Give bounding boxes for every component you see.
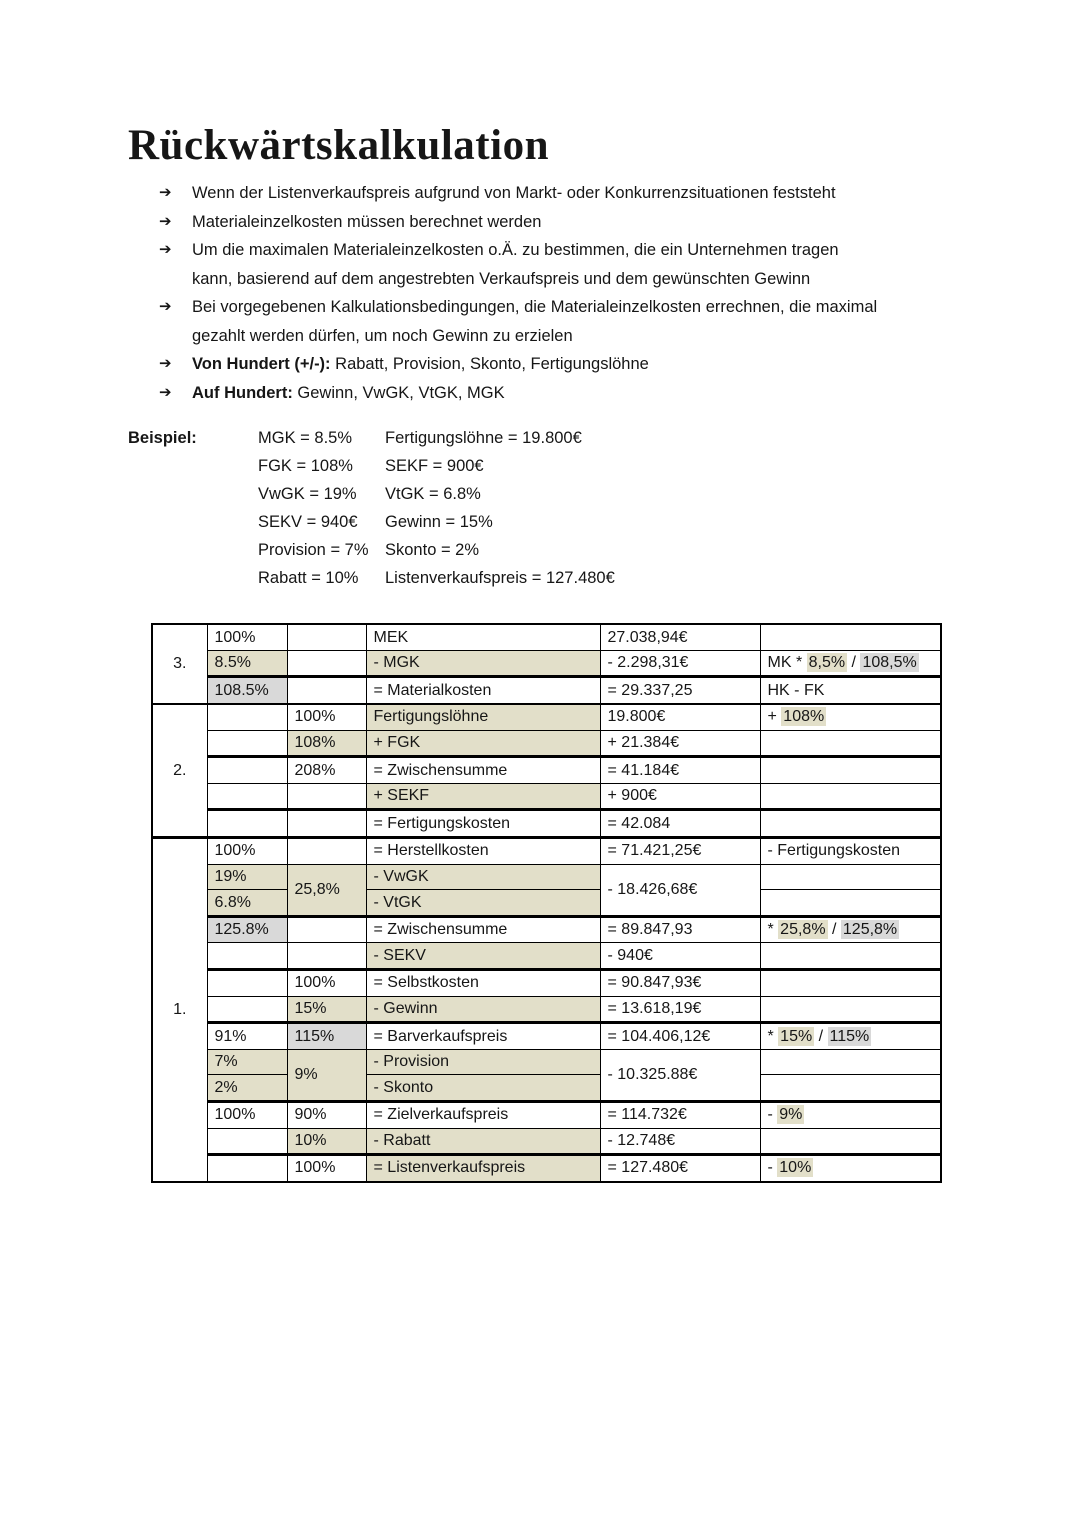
- note-segment: *: [767, 1027, 779, 1045]
- table-row: [152, 943, 941, 970]
- beispiel-value-right: VtGK = 6.8%: [385, 485, 481, 504]
- value-cell: - 10.325.88€: [600, 1049, 760, 1101]
- section-number-cell: 3.: [152, 624, 207, 704]
- percent-a-cell: 108.5%: [207, 677, 287, 704]
- bullet-text: Von Hundert (+/-): Rabatt, Provision, Skonto, Fertigungslöhne: [192, 355, 649, 374]
- label-cell: MEK: [366, 624, 600, 650]
- percent-a-cell: 100%: [207, 838, 287, 865]
- percent-b-cell: 208%: [287, 757, 366, 784]
- percent-a-cell: 125.8%: [207, 916, 287, 943]
- beispiel-value-right: Listenverkaufspreis = 127.480€: [385, 569, 615, 588]
- percent-b-cell: [287, 677, 366, 704]
- percent-b-cell: [287, 943, 366, 970]
- bullet-text: Wenn der Listenverkaufspreis aufgrund von Markt- oder Konkurrenzsituationen feststeht: [192, 184, 836, 203]
- table-row: [152, 757, 941, 784]
- label-cell: - MGK: [366, 650, 600, 677]
- beispiel-value-right: Skonto = 2%: [385, 541, 480, 560]
- table-row: [152, 970, 941, 997]
- percent-b-cell: 108%: [287, 730, 366, 757]
- note-cell: HK - FK: [760, 677, 941, 704]
- label-cell: = Selbstkosten: [366, 970, 600, 997]
- beispiel-value-left: FGK = 108%: [258, 457, 353, 476]
- note-segment: 108,5%: [862, 654, 917, 672]
- label-cell: + SEKF: [366, 783, 600, 810]
- percent-b-cell: [287, 838, 366, 865]
- percent-b-cell: [287, 916, 366, 943]
- arrow-icon: ➔: [159, 241, 172, 259]
- value-cell: 27.038,94€: [600, 624, 760, 650]
- note-segment: MK *: [767, 654, 807, 672]
- label-cell: = Materialkosten: [366, 677, 600, 704]
- note-segment: /: [847, 654, 861, 672]
- table-row: [152, 1075, 941, 1102]
- percent-a-cell: 6.8%: [207, 890, 287, 917]
- note-cell: [760, 624, 941, 650]
- table-row: [152, 864, 941, 890]
- note-cell: [760, 890, 941, 917]
- bullet-text: Um die maximalen Materialeinzelkosten o.Ä. zu bestimmen, die ein Unternehmen tragen kann, basierend auf dem angestrebten Verkaufspreis und dem gewünschten Gewinn: [192, 241, 839, 288]
- beispiel-row: [258, 480, 1080, 508]
- value-cell: = 29.337,25: [600, 677, 760, 704]
- percent-b-cell: 10%: [287, 1128, 366, 1155]
- bullet-item: [159, 236, 959, 293]
- arrow-icon: ➔: [159, 184, 172, 202]
- table-row: [152, 1155, 941, 1182]
- label-cell: - Skonto: [366, 1075, 600, 1102]
- calc-table-body: [152, 624, 941, 1181]
- percent-b-cell: [287, 650, 366, 677]
- label-cell: = Herstellkosten: [366, 838, 600, 865]
- table-row: [152, 677, 941, 704]
- note-cell: [760, 916, 941, 943]
- label-cell: - SEKV: [366, 943, 600, 970]
- arrow-icon: ➔: [159, 212, 172, 230]
- percent-a-cell: [207, 783, 287, 810]
- note-segment: 9%: [779, 1106, 803, 1124]
- note-cell: [760, 1101, 941, 1128]
- note-cell: [760, 704, 941, 730]
- note-segment: -: [767, 1106, 778, 1124]
- label-cell: Fertigungslöhne: [366, 704, 600, 730]
- label-cell: = Barverkaufspreis: [366, 1023, 600, 1050]
- value-cell: = 13.618,19€: [600, 996, 760, 1023]
- note-segment: 8,5%: [808, 654, 846, 672]
- percent-b-cell: 100%: [287, 1155, 366, 1182]
- bullet-item: [159, 379, 959, 408]
- beispiel-block: [128, 424, 1080, 592]
- value-cell: = 41.184€: [600, 757, 760, 784]
- note-cell: [760, 783, 941, 810]
- percent-a-cell: [207, 996, 287, 1023]
- note-cell: [760, 757, 941, 784]
- beispiel-value-left: SEKV = 940€: [258, 513, 358, 532]
- percent-a-cell: [207, 943, 287, 970]
- beispiel-row: [258, 452, 1080, 480]
- table-row: [152, 916, 941, 943]
- beispiel-label: Beispiel:: [128, 429, 197, 448]
- label-cell: + FGK: [366, 730, 600, 757]
- label-cell: = Listenverkaufspreis: [366, 1155, 600, 1182]
- label-cell: = Zielverkaufspreis: [366, 1101, 600, 1128]
- note-cell: [760, 1049, 941, 1075]
- percent-a-cell: 2%: [207, 1075, 287, 1102]
- table-row: [152, 624, 941, 650]
- beispiel-row: [258, 508, 1080, 536]
- beispiel-value-left: Rabatt = 10%: [258, 569, 359, 588]
- value-cell: + 900€: [600, 783, 760, 810]
- beispiel-row: [258, 564, 1080, 592]
- note-cell: [760, 943, 941, 970]
- table-row: [152, 890, 941, 917]
- percent-a-cell: 19%: [207, 864, 287, 890]
- note-cell: [760, 650, 941, 677]
- value-cell: = 42.084: [600, 810, 760, 838]
- note-cell: [760, 864, 941, 890]
- value-cell: = 104.406,12€: [600, 1023, 760, 1050]
- note-segment: 25,8%: [780, 921, 826, 939]
- bullet-item: [159, 179, 959, 208]
- arrow-icon: ➔: [159, 383, 172, 401]
- percent-a-cell: [207, 970, 287, 997]
- note-cell: [760, 1128, 941, 1155]
- percent-a-cell: [207, 757, 287, 784]
- note-cell: - Fertigungskosten: [760, 838, 941, 865]
- percent-b-cell: [287, 783, 366, 810]
- page-title: Rückwärtskalkulation: [128, 122, 549, 169]
- percent-b-cell: [287, 810, 366, 838]
- arrow-icon: ➔: [159, 298, 172, 316]
- percent-a-cell: [207, 1155, 287, 1182]
- percent-a-cell: [207, 704, 287, 730]
- percent-b-cell: 115%: [287, 1023, 366, 1050]
- table-row: [152, 1049, 941, 1075]
- table-row: [152, 838, 941, 865]
- bullet-text: Bei vorgegebenen Kalkulationsbedingungen, die Materialeinzelkosten errechnen, die maximal gezahlt werden dürfen, um noch Gewinn zu erzielen: [192, 298, 878, 345]
- percent-b-cell: 15%: [287, 996, 366, 1023]
- note-cell: [760, 730, 941, 757]
- note-segment: 15%: [780, 1027, 813, 1045]
- table-row: [152, 1128, 941, 1155]
- note-segment: 115%: [829, 1027, 870, 1045]
- calc-table-wrap: [151, 623, 1080, 1182]
- beispiel-rows: [258, 424, 1080, 592]
- beispiel-value-left: Provision = 7%: [258, 541, 369, 560]
- beispiel-value-right: Fertigungslöhne = 19.800€: [385, 429, 582, 448]
- percent-a-cell: 7%: [207, 1049, 287, 1075]
- value-cell: - 18.426,68€: [600, 864, 760, 916]
- bullet-item: [159, 293, 959, 350]
- table-row: [152, 650, 941, 677]
- percent-b-cell: 25,8%: [287, 864, 366, 916]
- percent-a-cell: 91%: [207, 1023, 287, 1050]
- note-cell: [760, 1023, 941, 1050]
- percent-a-cell: 8.5%: [207, 650, 287, 677]
- label-cell: - Gewinn: [366, 996, 600, 1023]
- note-segment: +: [767, 708, 782, 726]
- value-cell: 19.800€: [600, 704, 760, 730]
- table-row: [152, 810, 941, 838]
- note-cell: [760, 810, 941, 838]
- beispiel-value-right: SEKF = 900€: [385, 457, 484, 476]
- note-segment: *: [767, 921, 779, 939]
- note-cell: [760, 1075, 941, 1102]
- note-segment: 10%: [779, 1159, 812, 1177]
- table-row: [152, 704, 941, 730]
- arrow-icon: ➔: [159, 355, 172, 373]
- beispiel-row: [258, 536, 1080, 564]
- percent-b-cell: [287, 624, 366, 650]
- value-cell: = 71.421,25€: [600, 838, 760, 865]
- note-segment: 108%: [783, 708, 825, 726]
- label-cell: - Rabatt: [366, 1128, 600, 1155]
- beispiel-value-right: Gewinn = 15%: [385, 513, 493, 532]
- table-row: [152, 783, 941, 810]
- label-cell: - VtGK: [366, 890, 600, 917]
- percent-b-cell: 9%: [287, 1049, 366, 1101]
- beispiel-row: [258, 424, 1080, 452]
- bullet-item: [159, 208, 959, 237]
- table-row: [152, 996, 941, 1023]
- value-cell: - 2.298,31€: [600, 650, 760, 677]
- label-cell: = Fertigungskosten: [366, 810, 600, 838]
- percent-b-cell: 100%: [287, 970, 366, 997]
- beispiel-value-left: MGK = 8.5%: [258, 429, 352, 448]
- percent-a-cell: [207, 730, 287, 757]
- note-segment: 125,8%: [842, 921, 898, 939]
- percent-b-cell: 90%: [287, 1101, 366, 1128]
- table-row: [152, 1101, 941, 1128]
- section-number-cell: 1.: [152, 838, 207, 1182]
- value-cell: - 12.748€: [600, 1128, 760, 1155]
- bullet-list: [128, 179, 959, 407]
- value-cell: - 940€: [600, 943, 760, 970]
- value-cell: = 127.480€: [600, 1155, 760, 1182]
- bullet-text: Auf Hundert: Gewinn, VwGK, VtGK, MGK: [192, 383, 505, 402]
- label-cell: - VwGK: [366, 864, 600, 890]
- table-row: [152, 1023, 941, 1050]
- calc-table: [151, 623, 942, 1182]
- value-cell: = 114.732€: [600, 1101, 760, 1128]
- value-cell: = 89.847,93: [600, 916, 760, 943]
- percent-a-cell: [207, 1128, 287, 1155]
- value-cell: + 21.384€: [600, 730, 760, 757]
- beispiel-value-left: VwGK = 19%: [258, 485, 357, 504]
- bullet-item: [159, 350, 959, 379]
- note-segment: /: [827, 921, 841, 939]
- label-cell: = Zwischensumme: [366, 757, 600, 784]
- note-cell: [760, 996, 941, 1023]
- note-cell: [760, 1155, 941, 1182]
- note-segment: -: [767, 1159, 778, 1177]
- percent-a-cell: 100%: [207, 624, 287, 650]
- percent-a-cell: 100%: [207, 1101, 287, 1128]
- note-cell: [760, 970, 941, 997]
- label-cell: = Zwischensumme: [366, 916, 600, 943]
- note-segment: /: [814, 1027, 828, 1045]
- table-row: [152, 730, 941, 757]
- percent-a-cell: [207, 810, 287, 838]
- section-number-cell: 2.: [152, 704, 207, 837]
- bullet-text: Materialeinzelkosten müssen berechnet werden: [192, 212, 542, 231]
- value-cell: = 90.847,93€: [600, 970, 760, 997]
- label-cell: - Provision: [366, 1049, 600, 1075]
- percent-b-cell: 100%: [287, 704, 366, 730]
